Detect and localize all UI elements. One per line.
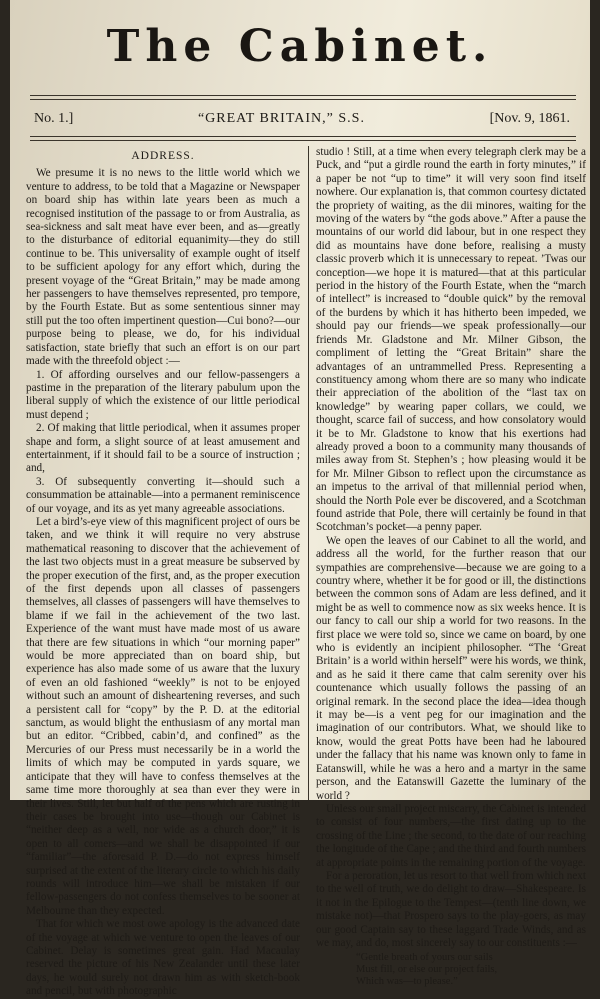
- header-rule-inner: [30, 140, 576, 141]
- paragraph: For a peroration, let us resort to that well from which next to the well of truth, we do delight to draw—Shakespeare. Is it not in the Epilogue to the Tempest—(tenth line down, we mistake not)—that Prospero says to the play-goers, as may our good Captain say to these laggard Trade Winds, and as we may, and do, most sincerely say to our constituents :—: [316, 869, 586, 949]
- paragraph: Unless our small project miscarry, the Cabinet is intended to consist of four numbers,—the first dating up to the crossing of the Line ; the second, to the date of our reaching the longitude of the Cape ; and the third and fourth numbers at appropriate points in the remaining portion of the voyage.: [316, 802, 586, 869]
- header-rule: [30, 136, 576, 137]
- verse-line: Which was—to please.”: [356, 976, 458, 988]
- paragraph: That for which we most owe apology is the advanced date of the voyage at which we venture to open the leaves of our Cabinet. Delay is sometimes great gain. Had Macaulay reserved the picture of his New Zealander until these later days, he would surely not drawn him as with sketch-book and pencil, but with photographic: [26, 918, 300, 998]
- paragraph: 2. Of making that little periodical, when it assumes proper shape and form, a slight source of at least amusement and entertainment, if it should fail to be a source of instruction ; and,: [26, 422, 300, 475]
- newspaper-page: [10, 0, 590, 998]
- paragraph: studio ! Still, at a time when every telegraph clerk may be a Puck, and “put a girdle round the earth in forty minutes,” if a paper be not “up to time” it will very soon find itself nowhere. Our explanation is, that common courtesy dictated the propriety of waiting, as the dii minores, waiting for the moving of the waters by “the gods above.” After a pause the mountains of our world did labour, but in one respect they did as mountains have done before, realising a musty classic proverb which it is unnecessary to repeat. ’Twas our conception—we hope it is matured—that at this particular period in the history of the Fourth Estate, when the “march of intellect” is increased to “double quick” by the removal of the burdens by which it has hitherto been impeded, we should pay our friends—we speak professionally—our friends Mr. Gladstone and Mr. Milner Gibson, the compliment of letting the “Great Britain” share the advantages of an untrammelled Press. Representing a constituency among whom there are so many who indicate their appreciation of the abolition of the “last tax on knowledge” by wearing paper collars, we could, we thought, scarce fail of success, and how consolatory would it be to Mr. Gladstone to know that his exertions had already proved a boon to a community many thousands of miles away from St. Stephen’s ; how pleasing would it be for Mr. Milner Gibson to reflect upon the circumstance as an impetus to the arrival of that millennial period when, should the North Pole ever be discovered, and a Scotchman found astride that Pole, there will certainly be found in that Scotchman’s pocket—a penny paper.: [316, 146, 586, 534]
- paragraph: Let a bird’s-eye view of this magnificent project of ours be taken, and we think it will require no very abstruse mathematical reasoning to discover that the achievement of the last two objects must in a great measure be subserved by the proper execution of the first, and, as the proper execution of the first depends upon all classes of passengers themselves, all classes of passengers will have themselves to blame if we fail in the achievement of the two last. Experience of the want must have made most of us aware that there are few situations in which “our morning paper” would be more appreciated than on board ship, but experience has also made some of us aware that the luxury of even an old fashioned “weekly” is not to be enjoyed without such an amount of disheartening reverses, and such a persistent call for “copy” by the P. D. at the editorial sanctum, as would blight the enthusiasm of any mortal man but an editor. “Cribbed, cabin’d, and confined” as the Mercuries of our Press must necessarily be in a world the limits of which may be computed in yards square, we anticipate that they will have to confess themselves at the same time more thoroughly at sea than ever they were in their lives. Still, let but half of the pens which are rusting in their cases be brought into use—though our Cabinet is “neither deep as a well, nor wide as a church door,” it is open to all comers—and we shall be disappointed if our “familiar”—the aforesaid P. D.—do not express himself surprised at the extent of the literary circle to which his daily rounds will introduce him—we shall be mistaken if our fellow-passengers do not confess themselves to be sooner at Melbourne than they expected.: [26, 515, 300, 917]
- masthead-title: The Cabinet.: [106, 21, 494, 72]
- issue-line: [34, 108, 570, 130]
- verse-line: Must fill, or else our project fails,: [356, 964, 498, 976]
- top-double-rule-inner: [30, 99, 576, 100]
- right-column: [316, 146, 586, 988]
- issue-number: No. 1.]: [34, 111, 74, 126]
- paragraph: We presume it is no news to the little world which we venture to address, to be told that a Magazine or Newspaper on board ship has within late years been as much a recognised institution of the passage to or from Australia, as sea-sickness and salt meat have ever been, and as—greatly to the disturbance of editorial equanimity—they do still continue to be. This universality of example ought of itself to be sufficient apology for any effort which, during the present voyage of the “Great Britain,” may be made among her passengers to have themselves represented, pro tempore, by the Fourth Estate. But as some sententious sinner may still put the too often impertinent question—Cui bono?—our purpose being to please, we do, for his individual satisfaction, state briefly that such an effort is on our part made with the threefold object :—: [26, 167, 300, 368]
- issue-date: [Nov. 9, 1861.: [489, 111, 570, 126]
- paragraph: 3. Of subsequently converting it—should such a consummation be attainable—into a permanent reminiscence of our voyage, and its as yet many agreeable associations.: [26, 475, 300, 515]
- article-heading: ADDRESS.: [131, 150, 195, 162]
- paragraph: 1. Of affording ourselves and our fellow-passengers a pastime in the preparation of the literary pabulum upon the liberal supply of which the existence of our little periodical must depend ;: [26, 368, 300, 421]
- column-divider: [308, 146, 309, 800]
- verse-line: “Gentle breath of yours our sails: [356, 952, 493, 964]
- closing-verse: [356, 952, 586, 988]
- paragraph: We open the leaves of our Cabinet to all the world, and address all the world, for the further reason that our sympathies are comprehensive—because we are going to a country where, whether it be for good or ill, the distinctions between the common sons of Adam are less defined, and it might be as well to commence now as six weeks hence. It is our fancy to call our ship a world for two reasons. In the first place we were told so, since we came on board, by one who is evidently an incipient philosopher. “The ‘Great Britain’ is a world within herself” were his words, we think, and as he said it there came that calm serenity over his countenance which usually follows the passing of an original remark. In the second place the idea—idea though it may be—is a vent peg for our imagination and the imagination of our contributors. What, we should like to know, would the great Potts have been had he laboured under the fallacy that his name was known only to fame in Eatanswill, while he was a hero and a martyr in the same person, and the Eatanswill Gazette the luminary of the world ?: [316, 534, 586, 802]
- ship-name: “GREAT BRITAIN,” S.S.: [197, 111, 365, 126]
- top-double-rule: [30, 95, 576, 96]
- left-column: [26, 146, 300, 999]
- masthead: [10, 12, 590, 82]
